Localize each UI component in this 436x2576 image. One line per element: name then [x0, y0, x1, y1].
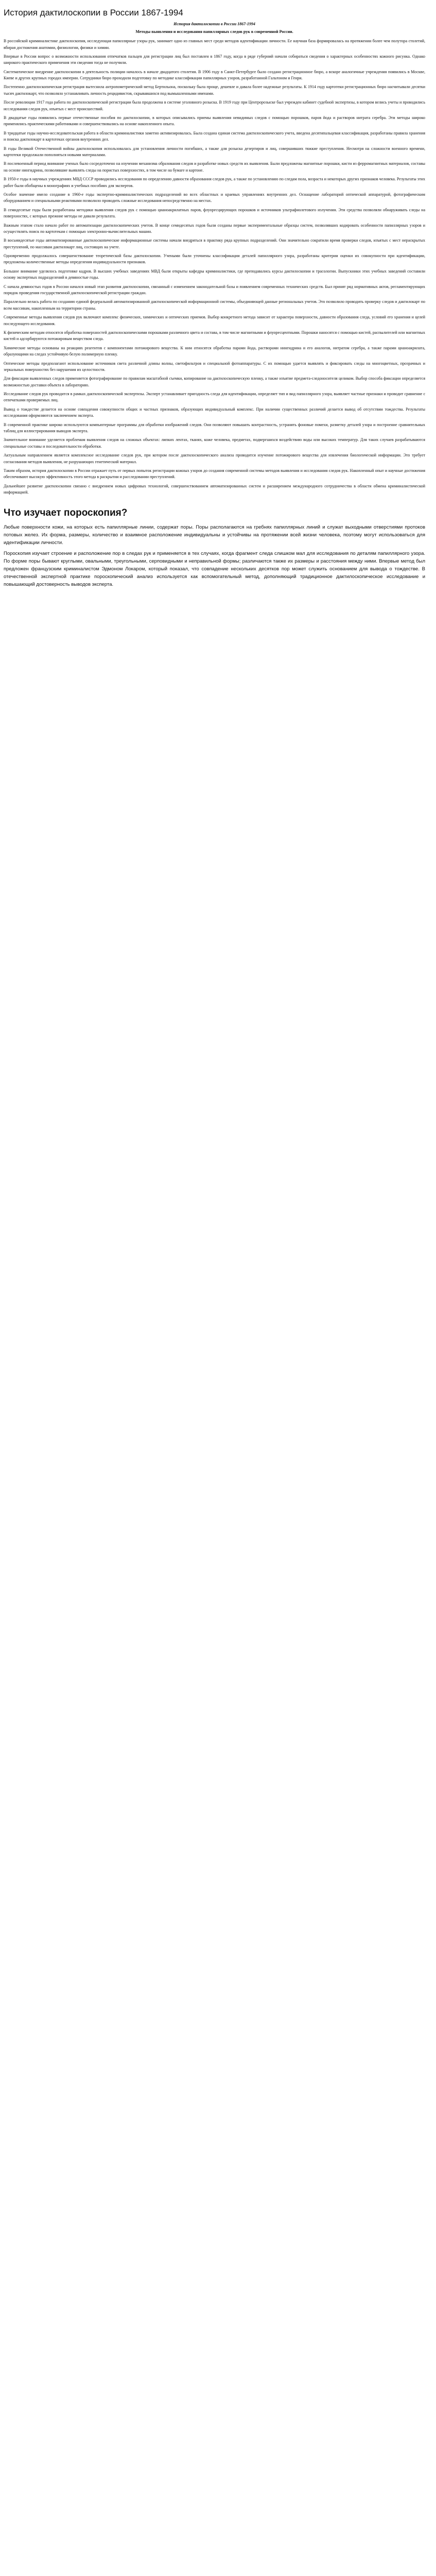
poroscopy-section [4, 505, 425, 589]
paragraph: Постепенно дактилоскопическая регистрация вытеснила антропометрический метод Бертильона, поскольку была проще, дешевле и давала более надежные результаты. К 1914 году картотеки регистрационных бюро насчитывали десятки тысяч дактилокарт, что позволяло устанавливать личность рецидивистов, скрывавшихся под вымышленными именами. [4, 84, 425, 96]
paragraph: Любые поверхности кожи, на которых есть папиллярные линии, содержат поры. Поры располагаются на гребнях папиллярных линий и служат выходными отверстиями протоков потовых желез. Их форма, размеры, количество и взаимное расположение индивидуальны и устойчивы на протяжении всей жизни человека, поэтому могут использоваться для идентификации личности. [4, 524, 425, 546]
document-subtitle: История дактилоскопии в России 1867-1994 [173, 22, 255, 27]
paragraph: Актуальным направлением является комплексное исследование следов рук, при котором после дактилоскопического анализа проводится изучение потожирового вещества для извлечения биологической информации. Это требует согласования методов выявления, не разрушающих генетический материал. [4, 453, 425, 464]
paragraph: С начала девяностых годов в России начался новый этап развития дактилоскопии, связанный с изменением законодательной базы и появлением современных технических средств. Был принят ряд нормативных актов, регламентирующих порядок проведения государственной дактилоскопической регистрации граждан. [4, 284, 425, 296]
paragraph: Таким образом, история дактилоскопии в России отражает путь от первых попыток регистрации кожных узоров до создания современной системы методов выявления и исследования следов рук. Накопленный опыт и научные достижения обеспечивают высокую эффективность этого метода в раскрытии и расследовании преступлений. [4, 468, 425, 480]
article-body [4, 38, 425, 496]
document-page [0, 0, 429, 607]
paragraph: К физическим методам относятся обработка поверхностей дактилоскопическими порошками различного цвета и состава, в том числе магнитными и флуоресцентными. Порошки наносятся с помощью кистей, распылителей или магнитных кистей и адсорбируются потожировым веществом следа. [4, 330, 425, 342]
paragraph: Систематическое внедрение дактилоскопии в деятельность полиции началось в начале двадцатого столетия. В 1906 году в Санкт-Петербурге было создано регистрационное бюро, а вскоре аналогичные учреждения появились в Москве, Киеве и других крупных городах империи. Сотрудники бюро проходили подготовку по методике классификации папиллярных узоров, разработанной Гальтоном и Генри. [4, 69, 425, 81]
paragraph: Большое внимание уделялось подготовке кадров. В высших учебных заведениях МВД были открыты кафедры криминалистики, где преподавались курсы дактилоскопии и трасологии. Выпускники этих учебных заведений составили основу экспертных подразделений в девяностые годы. [4, 268, 425, 280]
page-title: История дактилоскопии в России 1867-1994 [4, 8, 183, 18]
paragraph: Современные методы выявления следов рук включают комплекс физических, химических и оптических приемов. Выбор конкретного метода зависит от характера поверхности, давности образования следа, условий его хранения и целей последующего исследования. [4, 315, 425, 326]
section-title: Что изучает пороскопия? [4, 507, 128, 518]
paragraph: Для фиксации выявленных следов применяется фотографирование по правилам масштабной съемки, копирование на дактилоскопическую пленку, а также изъятие предмета-следоносителя целиком. Выбор способа фиксации определяется возможностью доставки объекта в лабораторию. [4, 376, 425, 387]
paragraph: Исследование следов рук проводится в рамках дактилоскопической экспертизы. Эксперт устанавливает пригодность следа для идентификации, определяет тип и вид папиллярного узора, выявляет частные признаки и проводит сравнение с отпечатками проверяемых лиц. [4, 392, 425, 403]
paragraph: Впервые в России вопрос о возможности использования отпечатков пальцев для регистрации лиц был поставлен в 1867 году, когда в ряде губерний начали собираться сведения о характерных особенностях кожного рисунка. Однако широкого практического применения эти сведения тогда не получили. [4, 54, 425, 65]
paragraph: Пороскопия изучает строение и расположение пор в следах рук и применяется в тех случаях, когда фрагмент следа слишком мал для исследования по деталям папиллярного узора. По форме поры бывают круглыми, овальными, треугольными, серповидными и неправильной формы; различаются также их размеры и расстояния между ними. Впервые метод был предложен французским криминалистом Эдмоном Локаром, который показал, что совпадение нескольких десятков пор может служить основанием для вывода о тождестве. В отечественной экспертной практике пороскопический анализ используется как вспомогательный метод, дополняющий традиционное дактилоскопическое исследование и повышающий достоверность выводов эксперта. [4, 550, 425, 588]
paragraph: Химические методы основаны на реакциях реагентов с компонентами потожирового вещества. К ним относятся обработка парами йода, растворами нингидрина и его аналогов, нитратом серебра, а также парами цианоакрилата, образующими на следах устойчивую белую полимерную пленку. [4, 345, 425, 357]
paragraph: Значительное внимание уделяется проблемам выявления следов на сложных объектах: липких лентах, тканях, коже человека, предметах, подвергшихся воздействию воды или высоких температур. Для таких случаев разрабатываются специальные составы и последовательности обработки. [4, 437, 425, 449]
paragraph: В годы Великой Отечественной войны дактилоскопия использовалась для установления личности погибших, а также для розыска дезертиров и лиц, совершивших тяжкие преступления. Несмотря на сложности военного времени, картотеки продолжали пополняться новыми материалами. [4, 146, 425, 157]
paragraph: Вывод о тождестве делается на основе совпадения совокупности общих и частных признаков, образующих индивидуальный комплекс. При наличии существенных различий делается вывод об отсутствии тождества. Результаты исследования оформляются заключением эксперта. [4, 406, 425, 418]
paragraph: В 1950-е годы в научных учреждениях МВД СССР проводились исследования по определению давности образования следов рук, а также по установлению по следам пола, возраста и некоторых других признаков человека. Результаты этих работ были обобщены в монографиях и учебных пособиях для экспертов. [4, 177, 425, 188]
paragraph: Одновременно продолжалось совершенствование теоретической базы дактилоскопии. Учеными были уточнены классификации деталей папиллярного узора, разработаны критерии оценки их совокупности при идентификации, предложены количественные методы определения индивидуальности признаков. [4, 253, 425, 265]
paragraph: В тридцатые годы научно-исследовательская работа в области криминалистики заметно активизировалась. Была создана единая система дактилоскопического учета, введена десятипальцевая классификация, разработаны правила хранения и поиска дактилокарт в картотеках органов внутренних дел. [4, 130, 425, 142]
paragraph: Оптические методы предполагают использование источников света различной длины волны, светофильтров и специальной фотоаппаратуры. С их помощью удается выявлять и фиксировать следы на многоцветных, прозрачных и зеркальных поверхностях без нарушения их целостности. [4, 361, 425, 372]
paragraph: В восьмидесятые годы автоматизированные дактилоскопические информационные системы начали внедряться в практику ряда крупных подразделений. Они значительно сократили время проверки следов, изъятых с мест нераскрытых преступлений, по массивам дактилокарт лиц, состоящих на учете. [4, 238, 425, 249]
document-subheading: Методы выявления и исследования папиллярных следов рук в современной России. [135, 29, 293, 34]
paragraph: В российской криминалистике дактилоскопия, исследующая папиллярные узоры рук, занимает одно из главных мест среди методов идентификации личности. Ее научная база формировалась на протяжении более чем полутора столетий, вбирая достижения анатомии, физиологии, физики и химии. [4, 39, 425, 50]
paragraph: Дальнейшее развитие дактилоскопии связано с внедрением новых цифровых технологий, совершенствованием автоматизированных систем и расширением международного сотрудничества в области обмена криминалистической информацией. [4, 483, 425, 495]
paragraph: В семидесятые годы были разработаны методики выявления следов рук с помощью цианоакрилатных паров, флуоресцирующих порошков и источников ультрафиолетового излучения. Эти средства позволяли обнаруживать следы на поверхностях, с которых прежние методы не давали результата. [4, 207, 425, 219]
paragraph: В двадцатые годы появились первые отечественные пособия по дактилоскопии, в которых описывались приемы выявления невидимых следов с помощью порошков, паров йода и растворов нитрата серебра. Эти методы широко применялись практическими работниками и совершенствовались на основе накопленного опыта. [4, 115, 425, 127]
section-body [4, 523, 425, 589]
paragraph: В современной практике широко используются компьютерные программы для обработки изображений следов. Они позволяют повышать контрастность, устранять фоновые помехи, разметку деталей узора и построение сравнительных таблиц для иллюстрирования выводов эксперта. [4, 422, 425, 434]
paragraph: Важным этапом стало начало работ по автоматизации дактилоскопических учетов. В конце семидесятых годов были созданы первые экспериментальные образцы систем, позволявших кодировать особенности папиллярных узоров и осуществлять поиск по картотекам с помощью электронно-вычислительных машин. [4, 223, 425, 234]
paragraph: Особое значение имело создание в 1960-е годы экспертно-криминалистических подразделений во всех областных и краевых управлениях внутренних дел. Оснащение лабораторий оптической аппаратурой, фотографическим оборудованием и специальными реактивами позволило проводить сложные исследования непосредственно на местах. [4, 192, 425, 204]
paragraph: Параллельно велась работа по созданию единой федеральной автоматизированной дактилоскопической информационной системы, объединяющей данные региональных учетов. Это позволило проводить проверку следов и дактилокарт по всем массивам, накопленным на территории страны. [4, 299, 425, 311]
paragraph: В послевоенный период внимание ученых было сосредоточено на изучении механизма образования следов и разработке новых средств их выявления. Были предложены магнитные порошки, кисти из ферромагнитных материалов, составы на основе нингидрина, позволявшие выявлять следы на пористых поверхностях, в том числе на бумаге и картоне. [4, 161, 425, 173]
paragraph: После революции 1917 года работа по дактилоскопической регистрации была продолжена в системе уголовного розыска. В 1919 году при Центророзыске был учрежден кабинет судебной экспертизы, в котором велись учеты и проводились исследования следов рук, изъятых с мест происшествий. [4, 100, 425, 111]
